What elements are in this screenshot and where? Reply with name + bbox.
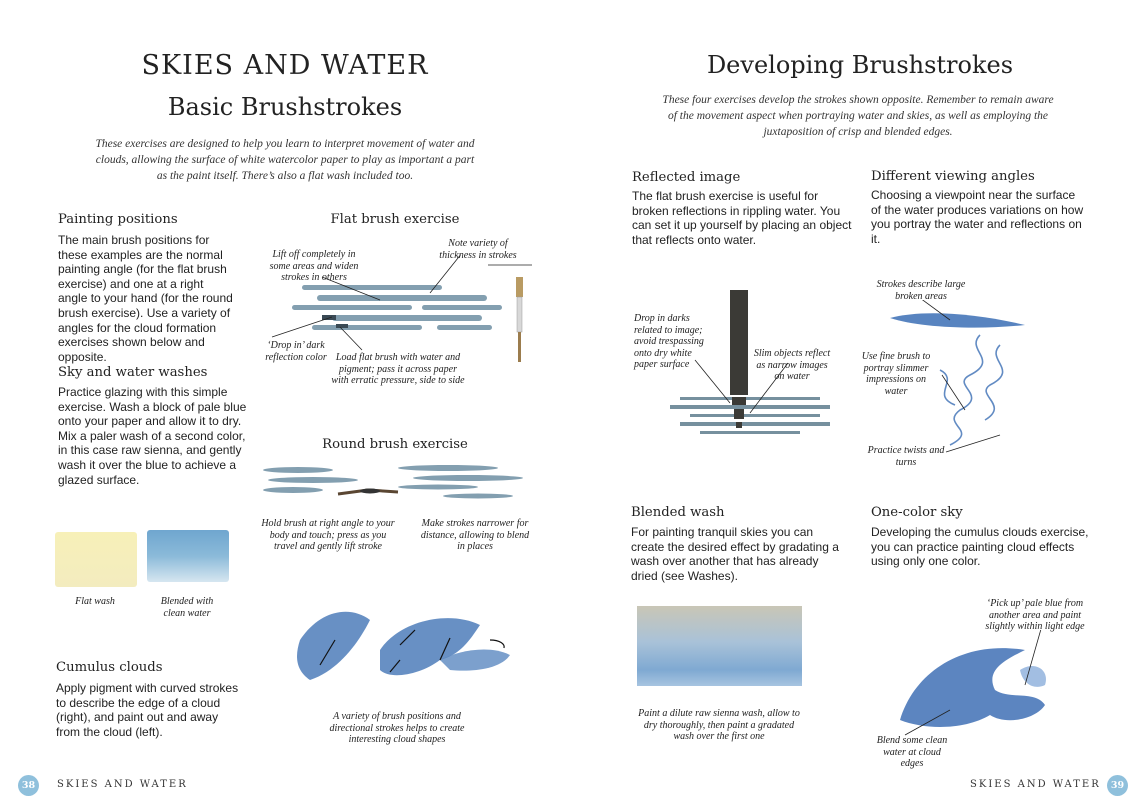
right-page-title: Developing Brushstrokes xyxy=(706,51,1014,79)
gradated-wash-swatch xyxy=(637,606,802,686)
blended-wash-body: For painting tranquil skies you can create the desired effect by gradating a wash over another that has already dried (see Washes). xyxy=(631,525,839,583)
note-pick-up: ‘Pick up’ pale blue from another area and paint slightly within light edge xyxy=(985,598,1085,632)
blended-wash-heading: Blended wash xyxy=(631,505,725,520)
viewing-body: Choosing a viewpoint near the surface of the water produces variations on how you portray the water and reflections on it. xyxy=(871,188,1084,246)
one-color-sky-heading: One-color sky xyxy=(871,505,963,520)
round-brush-illustration xyxy=(258,460,528,510)
blended-label: Blended with clean water xyxy=(160,596,214,619)
flat-wash-swatch xyxy=(55,532,137,587)
round-brush-heading: Round brush exercise xyxy=(322,437,468,452)
blended-swatch xyxy=(147,530,229,582)
painting-positions-body: The main brush positions for these examples are the normal painting angle (for the flat brush exercise) and one at a right angle to your hand (for the round brush exercise). Use a variety of angles for the cloud formation exercises shown below and opposite. xyxy=(58,233,233,364)
cumulus-heading: Cumulus clouds xyxy=(56,660,163,675)
note-drop-in: ‘Drop in’ dark reflection color xyxy=(265,340,327,363)
note-lift-off: Lift off completely in some areas and widen strokes in others xyxy=(269,249,359,283)
reflected-body: The flat brush exercise is useful for broken reflections in rippling water. You can set it up yourself by placing an object that reflects onto water. xyxy=(632,189,852,247)
right-footer: SKIES AND WATER xyxy=(970,779,1101,790)
note-blend-water: Blend some clean water at cloud edges xyxy=(876,735,948,769)
note-variety: Note variety of thickness in strokes xyxy=(439,238,517,261)
reflected-heading: Reflected image xyxy=(632,170,741,185)
flat-brush-heading: Flat brush exercise xyxy=(330,212,460,227)
left-page-number: 38 xyxy=(18,775,39,796)
cumulus-body: Apply pigment with curved strokes to describe the edge of a cloud (right), and paint out and away from the cloud (left). xyxy=(56,681,239,739)
note-hold-brush: Hold brush at right angle to your body and touch; press as you travel and gently lift stroke xyxy=(261,518,395,552)
note-load-flat-brush: Load flat brush with water and pigment; pass it across paper with erratic pressure, side to side xyxy=(331,352,465,386)
left-footer: SKIES AND WATER xyxy=(57,779,188,790)
one-color-sky-illustration xyxy=(895,630,1060,740)
note-slim-objects: Slim objects reflect as narrow images on water xyxy=(753,348,831,382)
left-page-title: SKIES AND WATER xyxy=(141,50,429,81)
painting-positions-heading: Painting positions xyxy=(58,212,178,227)
viewing-angles-illustration xyxy=(880,300,1040,460)
note-fine-brush: Use fine brush to portray slimmer impressions on water xyxy=(861,351,931,397)
flat-brush-illustration xyxy=(262,255,542,365)
note-twists: Practice twists and turns xyxy=(867,445,945,468)
left-page-subtitle: Basic Brushstrokes xyxy=(167,93,403,121)
sky-water-heading: Sky and water washes xyxy=(58,365,208,380)
one-color-sky-body: Developing the cumulus clouds exercise, you can practice painting cloud effects using only one color. xyxy=(871,525,1089,569)
sky-water-body: Practice glazing with this simple exercise. Wash a block of pale blue onto your paper and allow it to dry. Mix a paler wash of a second color, in this case raw sienna, and gently wash it over the blue to achieve a glazed surface. xyxy=(58,385,247,487)
note-sienna-wash: Paint a dilute raw sienna wash, allow to dry thoroughly, then paint a gradated wash over the first one xyxy=(638,708,800,742)
cumulus-clouds-illustration xyxy=(290,600,520,705)
right-page-number: 39 xyxy=(1107,775,1128,796)
note-narrow-strokes: Make strokes narrower for distance, allowing to blend in places xyxy=(420,518,530,552)
note-strokes-describe: Strokes describe large broken areas xyxy=(876,279,966,302)
clouds-note: A variety of brush positions and directional strokes helps to create interesting cloud shapes xyxy=(329,711,465,745)
left-intro: These exercises are designed to help you learn to interpret movement of water and clouds, allowing the surface of white watercolor paper to play as important a part as the paint itself. There’s also a flat wash included too. xyxy=(95,138,475,182)
note-drop-darks: Drop in darks related to image; avoid trespassing onto dry white paper surface xyxy=(634,313,704,370)
flat-wash-label: Flat wash xyxy=(75,596,115,607)
right-intro: These four exercises develop the strokes shown opposite. Remember to remain aware of the movement aspect when portraying water and skies, as well as employing the juxtaposition of crisp and blended edges. xyxy=(662,94,1054,138)
viewing-heading: Different viewing angles xyxy=(871,169,1035,184)
